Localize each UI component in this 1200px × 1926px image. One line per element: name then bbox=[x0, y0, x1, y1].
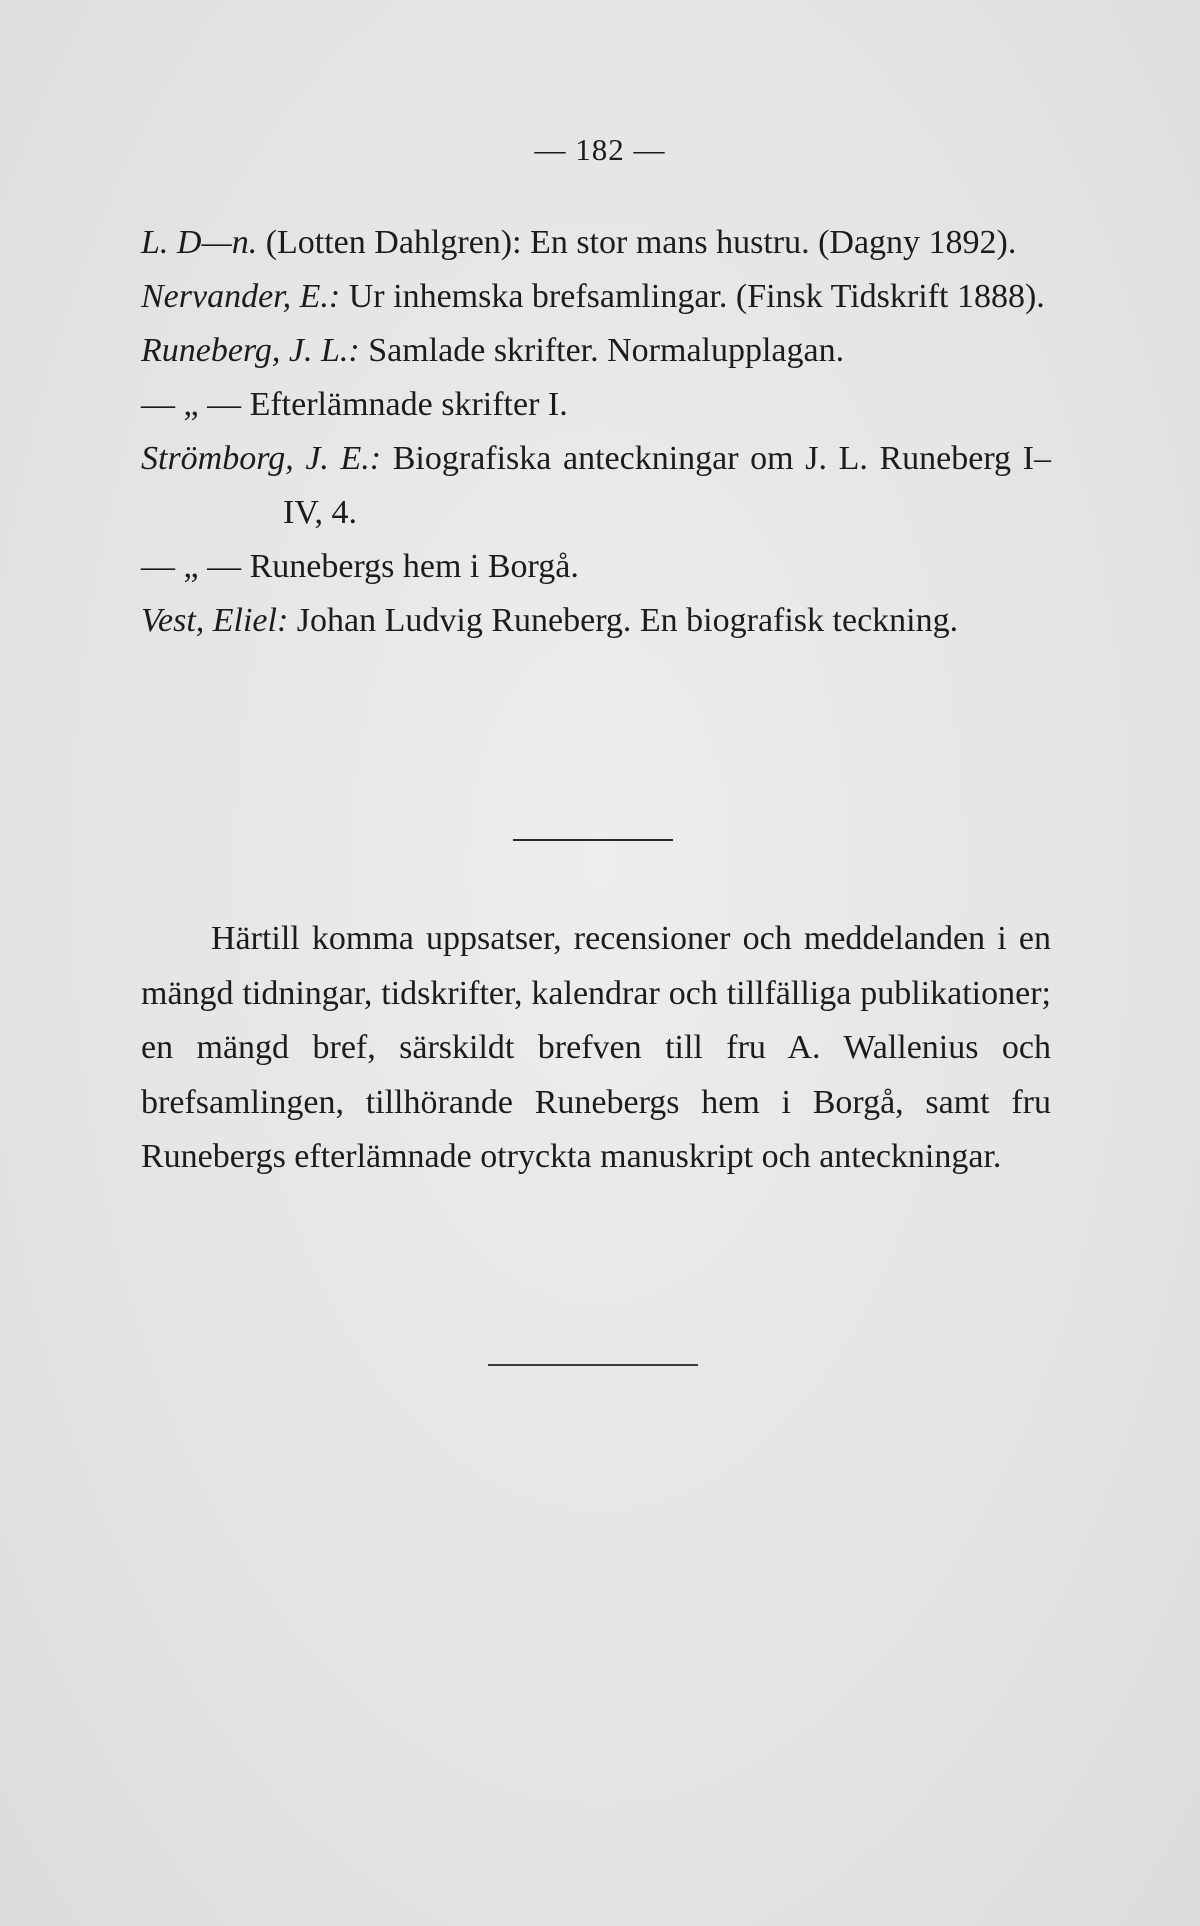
entry-text: Samlade skrifter. Normalupplagan. bbox=[359, 332, 845, 369]
entry-author: Nervander, E.: bbox=[141, 278, 341, 315]
entry-text: Biografiska anteckningar om J. L. Runeberg I–IV, 4. bbox=[283, 440, 1051, 531]
bibliography-entry bbox=[141, 594, 1051, 648]
entry-text: (Lotten Dahlgren): En stor mans hustru. (Dagny 1892). bbox=[257, 224, 1017, 261]
bibliography-entry bbox=[141, 540, 1051, 594]
entry-author: L. D—n. bbox=[141, 224, 258, 261]
bibliography-list bbox=[141, 216, 1051, 648]
section-divider bbox=[513, 839, 673, 841]
entry-author: Runeberg, J. L.: bbox=[141, 332, 360, 369]
entry-text: — „ — Runebergs hem i Borgå. bbox=[141, 548, 579, 585]
entry-text: Ur inhemska brefsamlingar. (Finsk Tidskrift 1888). bbox=[340, 278, 1045, 315]
bibliography-entry bbox=[141, 270, 1051, 324]
end-divider bbox=[488, 1364, 698, 1366]
entry-author: Strömborg, J. E.: bbox=[141, 440, 382, 477]
entry-author: Vest, Eliel: bbox=[141, 602, 289, 639]
bibliography-entry bbox=[141, 378, 1051, 432]
closing-note: Härtill komma uppsatser, recensioner och meddelanden i en mängd tidningar, tidskrifter, kalendrar och tillfälliga publikationer; en mängd bref, särskildt brefven till fru A. Wallenius och brefsamlingen, tillhörande Runebergs hem i Borgå, samt fru Runebergs efterlämnade otryckta manuskript och anteckningar. bbox=[141, 920, 1051, 1175]
entry-text: — „ — Efterlämnade skrifter I. bbox=[141, 386, 568, 423]
bibliography-entry bbox=[141, 324, 1051, 378]
page-number: — 182 — bbox=[534, 132, 666, 167]
bibliography-entry bbox=[141, 216, 1051, 270]
entry-text: Johan Ludvig Runeberg. En biografisk teckning. bbox=[288, 602, 959, 639]
bibliography-entry bbox=[141, 432, 1051, 540]
